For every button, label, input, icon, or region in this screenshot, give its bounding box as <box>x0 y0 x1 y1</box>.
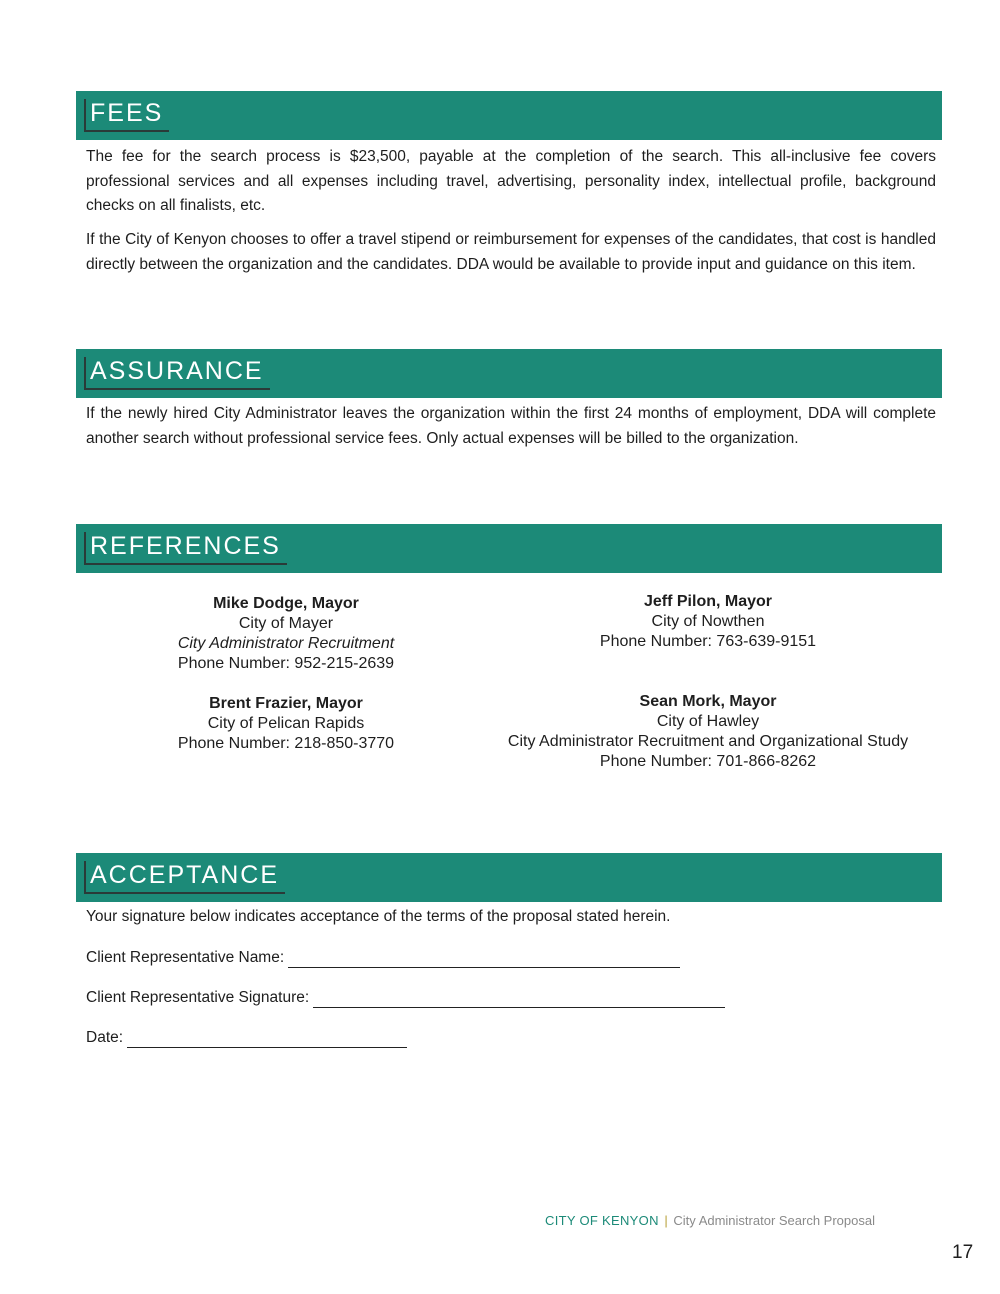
reference-name: Mike Dodge, Mayor <box>213 595 359 612</box>
assurance-paragraph: If the newly hired City Administrator leaves the organization within the first 24 months of employment, DDA will complete another search without professional service fees. Only actual expenses will be billed to the organization. <box>86 405 936 447</box>
footer-subtitle: City Administrator Search Proposal <box>673 1213 875 1228</box>
reference-organization: City of Nowthen <box>651 613 765 630</box>
acceptance-statement: Your signature below indicates acceptance of the terms of the proposal stated herein. <box>86 908 671 925</box>
reference-organization: City of Hawley <box>656 713 760 730</box>
page-footer <box>545 1213 875 1228</box>
reference-phone: Phone Number: 218-850-3770 <box>177 735 395 752</box>
reference-phone: Phone Number: 952-215-2639 <box>177 655 395 672</box>
reference-mike-dodge <box>136 594 436 674</box>
references-section-header <box>76 524 942 573</box>
acceptance-heading: ACCEPTANCE <box>84 861 285 894</box>
reference-organization: City of Mayer <box>238 615 334 632</box>
fees-paragraph-1: The fee for the search process is $23,500, payable at the completion of the search. This all-inclusive fee covers professional services and all expenses including travel, advertising, personality index, intellectual profile, background checks on all finalists, etc. <box>86 148 936 214</box>
reference-organization: City of Pelican Rapids <box>207 715 365 732</box>
client-signature-field <box>86 988 725 1008</box>
reference-name: Brent Frazier, Mayor <box>209 695 363 712</box>
fees-paragraph-2: If the City of Kenyon chooses to offer a travel stipend or reimbursement for expenses of the candidates, that cost is handled directly between the organization and the candidates. DDA would be available to provide input and guidance on this item. <box>86 231 936 273</box>
acceptance-section-header <box>76 853 942 902</box>
client-name-label: Client Representative Name: <box>86 949 285 966</box>
reference-phone: Phone Number: 701-866-8262 <box>599 753 817 770</box>
reference-jeff-pilon <box>558 592 858 652</box>
date-blank[interactable] <box>127 1033 407 1048</box>
reference-brent-frazier <box>136 694 436 754</box>
reference-sean-mork <box>478 692 938 772</box>
date-field <box>86 1028 407 1048</box>
footer-separator: | <box>664 1213 668 1228</box>
client-name-field <box>86 948 680 968</box>
footer-brand: CITY OF KENYON <box>545 1213 659 1228</box>
client-name-blank[interactable] <box>288 953 680 968</box>
reference-project: City Administrator Recruitment <box>177 635 395 652</box>
references-heading: REFERENCES <box>84 532 287 565</box>
reference-phone: Phone Number: 763-639-9151 <box>599 633 817 650</box>
reference-name: Sean Mork, Mayor <box>639 693 777 710</box>
reference-project: City Administrator Recruitment and Organizational Study <box>507 733 909 750</box>
assurance-section-header <box>76 349 942 398</box>
assurance-heading: ASSURANCE <box>84 357 270 390</box>
page-number: 17 <box>952 1242 974 1263</box>
reference-name: Jeff Pilon, Mayor <box>643 593 773 610</box>
fees-heading: FEES <box>84 99 169 132</box>
fees-section-header <box>76 91 942 140</box>
client-signature-blank[interactable] <box>313 993 725 1008</box>
client-signature-label: Client Representative Signature: <box>86 989 310 1006</box>
date-label: Date: <box>86 1029 124 1046</box>
